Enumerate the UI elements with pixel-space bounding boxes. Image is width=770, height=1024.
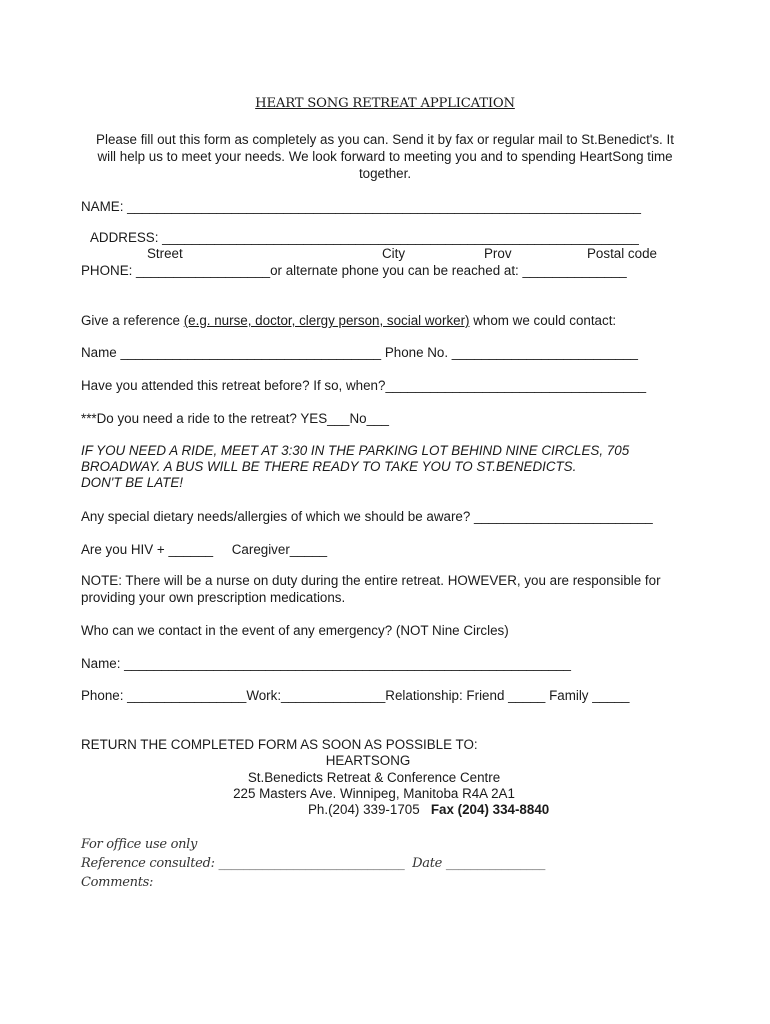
- note-line-1: NOTE: There will be a nurse on duty during the entire retreat. HOWEVER, you are responsible for: [81, 573, 661, 588]
- address-label-street: Street: [147, 246, 183, 261]
- note-line-2: providing your own prescription medications.: [81, 590, 346, 605]
- ride-notice-line-3: DON'T BE LATE!: [81, 475, 184, 490]
- ride-notice-line-2: BROADWAY. A BUS WILL BE THERE READY TO TAKE YOU TO ST.BENEDICTS.: [81, 459, 577, 474]
- hiv-caregiver-field[interactable]: Are you HIV + ______ Caregiver_____: [81, 542, 328, 557]
- return-address: 225 Masters Ave. Winnipeg, Manitoba R4A 2A1: [233, 786, 515, 801]
- office-comments-label: Comments:: [81, 875, 154, 890]
- return-phone: Ph.(204) 339-1705: [308, 802, 420, 817]
- reference-name-phone-field[interactable]: Name ___________________________________ Phone No. _________________________: [81, 345, 638, 360]
- return-centre: St.Benedicts Retreat & Conference Centre: [247, 770, 501, 785]
- intro-line-2: will help us to meet your needs. We look forward to meeting you and to spending HeartSong time: [97, 149, 673, 164]
- name-field[interactable]: NAME: _____________________________________________________________________: [81, 199, 641, 214]
- emergency-phone-field[interactable]: Phone: ________________Work:______________Relationship: Friend _____ Family _____: [81, 688, 630, 703]
- ride-notice-line-1: IF YOU NEED A RIDE, MEET AT 3:30 IN THE PARKING LOT BEHIND NINE CIRCLES, 705: [81, 443, 630, 458]
- office-reference-date-field[interactable]: Reference consulted: ______________________________ Date ________________: [81, 856, 546, 871]
- address-label-postal: Postal code: [587, 246, 657, 261]
- ride-question-field[interactable]: ***Do you need a ride to the retreat? YES___No___: [81, 411, 389, 426]
- reference-suffix: whom we could contact:: [469, 313, 617, 328]
- reference-prompt: [81, 313, 616, 329]
- phone-field[interactable]: PHONE: __________________or alternate phone you can be reached at: ______________: [81, 263, 627, 278]
- return-org: HEARTSONG: [325, 753, 411, 768]
- address-label-city: City: [382, 246, 406, 261]
- dietary-needs-field[interactable]: Any special dietary needs/allergies of which we should be aware? ________________________: [81, 509, 653, 524]
- return-contact-numbers: [308, 802, 549, 818]
- reference-prefix: Give a reference: [81, 313, 184, 328]
- address-field[interactable]: ADDRESS: ________________________________________________________________: [90, 230, 639, 245]
- office-use-heading: For office use only: [81, 837, 198, 852]
- attended-before-field[interactable]: Have you attended this retreat before? If so, when?___________________________________: [81, 378, 647, 393]
- emergency-name-field[interactable]: Name: ____________________________________________________________: [81, 656, 571, 671]
- address-label-prov: Prov: [484, 246, 512, 261]
- reference-examples: (e.g. nurse, doctor, clergy person, social worker): [183, 313, 470, 328]
- return-heading: RETURN THE COMPLETED FORM AS SOON AS POSSIBLE TO:: [81, 737, 478, 752]
- form-title: HEART SONG RETREAT APPLICATION: [255, 96, 515, 111]
- return-fax: Fax (204) 334-8840: [430, 802, 550, 817]
- emergency-contact-question: Who can we contact in the event of any emergency? (NOT Nine Circles): [81, 623, 509, 638]
- intro-line-3: together.: [358, 166, 412, 181]
- intro-line-1: Please fill out this form as completely as you can. Send it by fax or regular mail to St.Benedict's. It: [96, 132, 674, 147]
